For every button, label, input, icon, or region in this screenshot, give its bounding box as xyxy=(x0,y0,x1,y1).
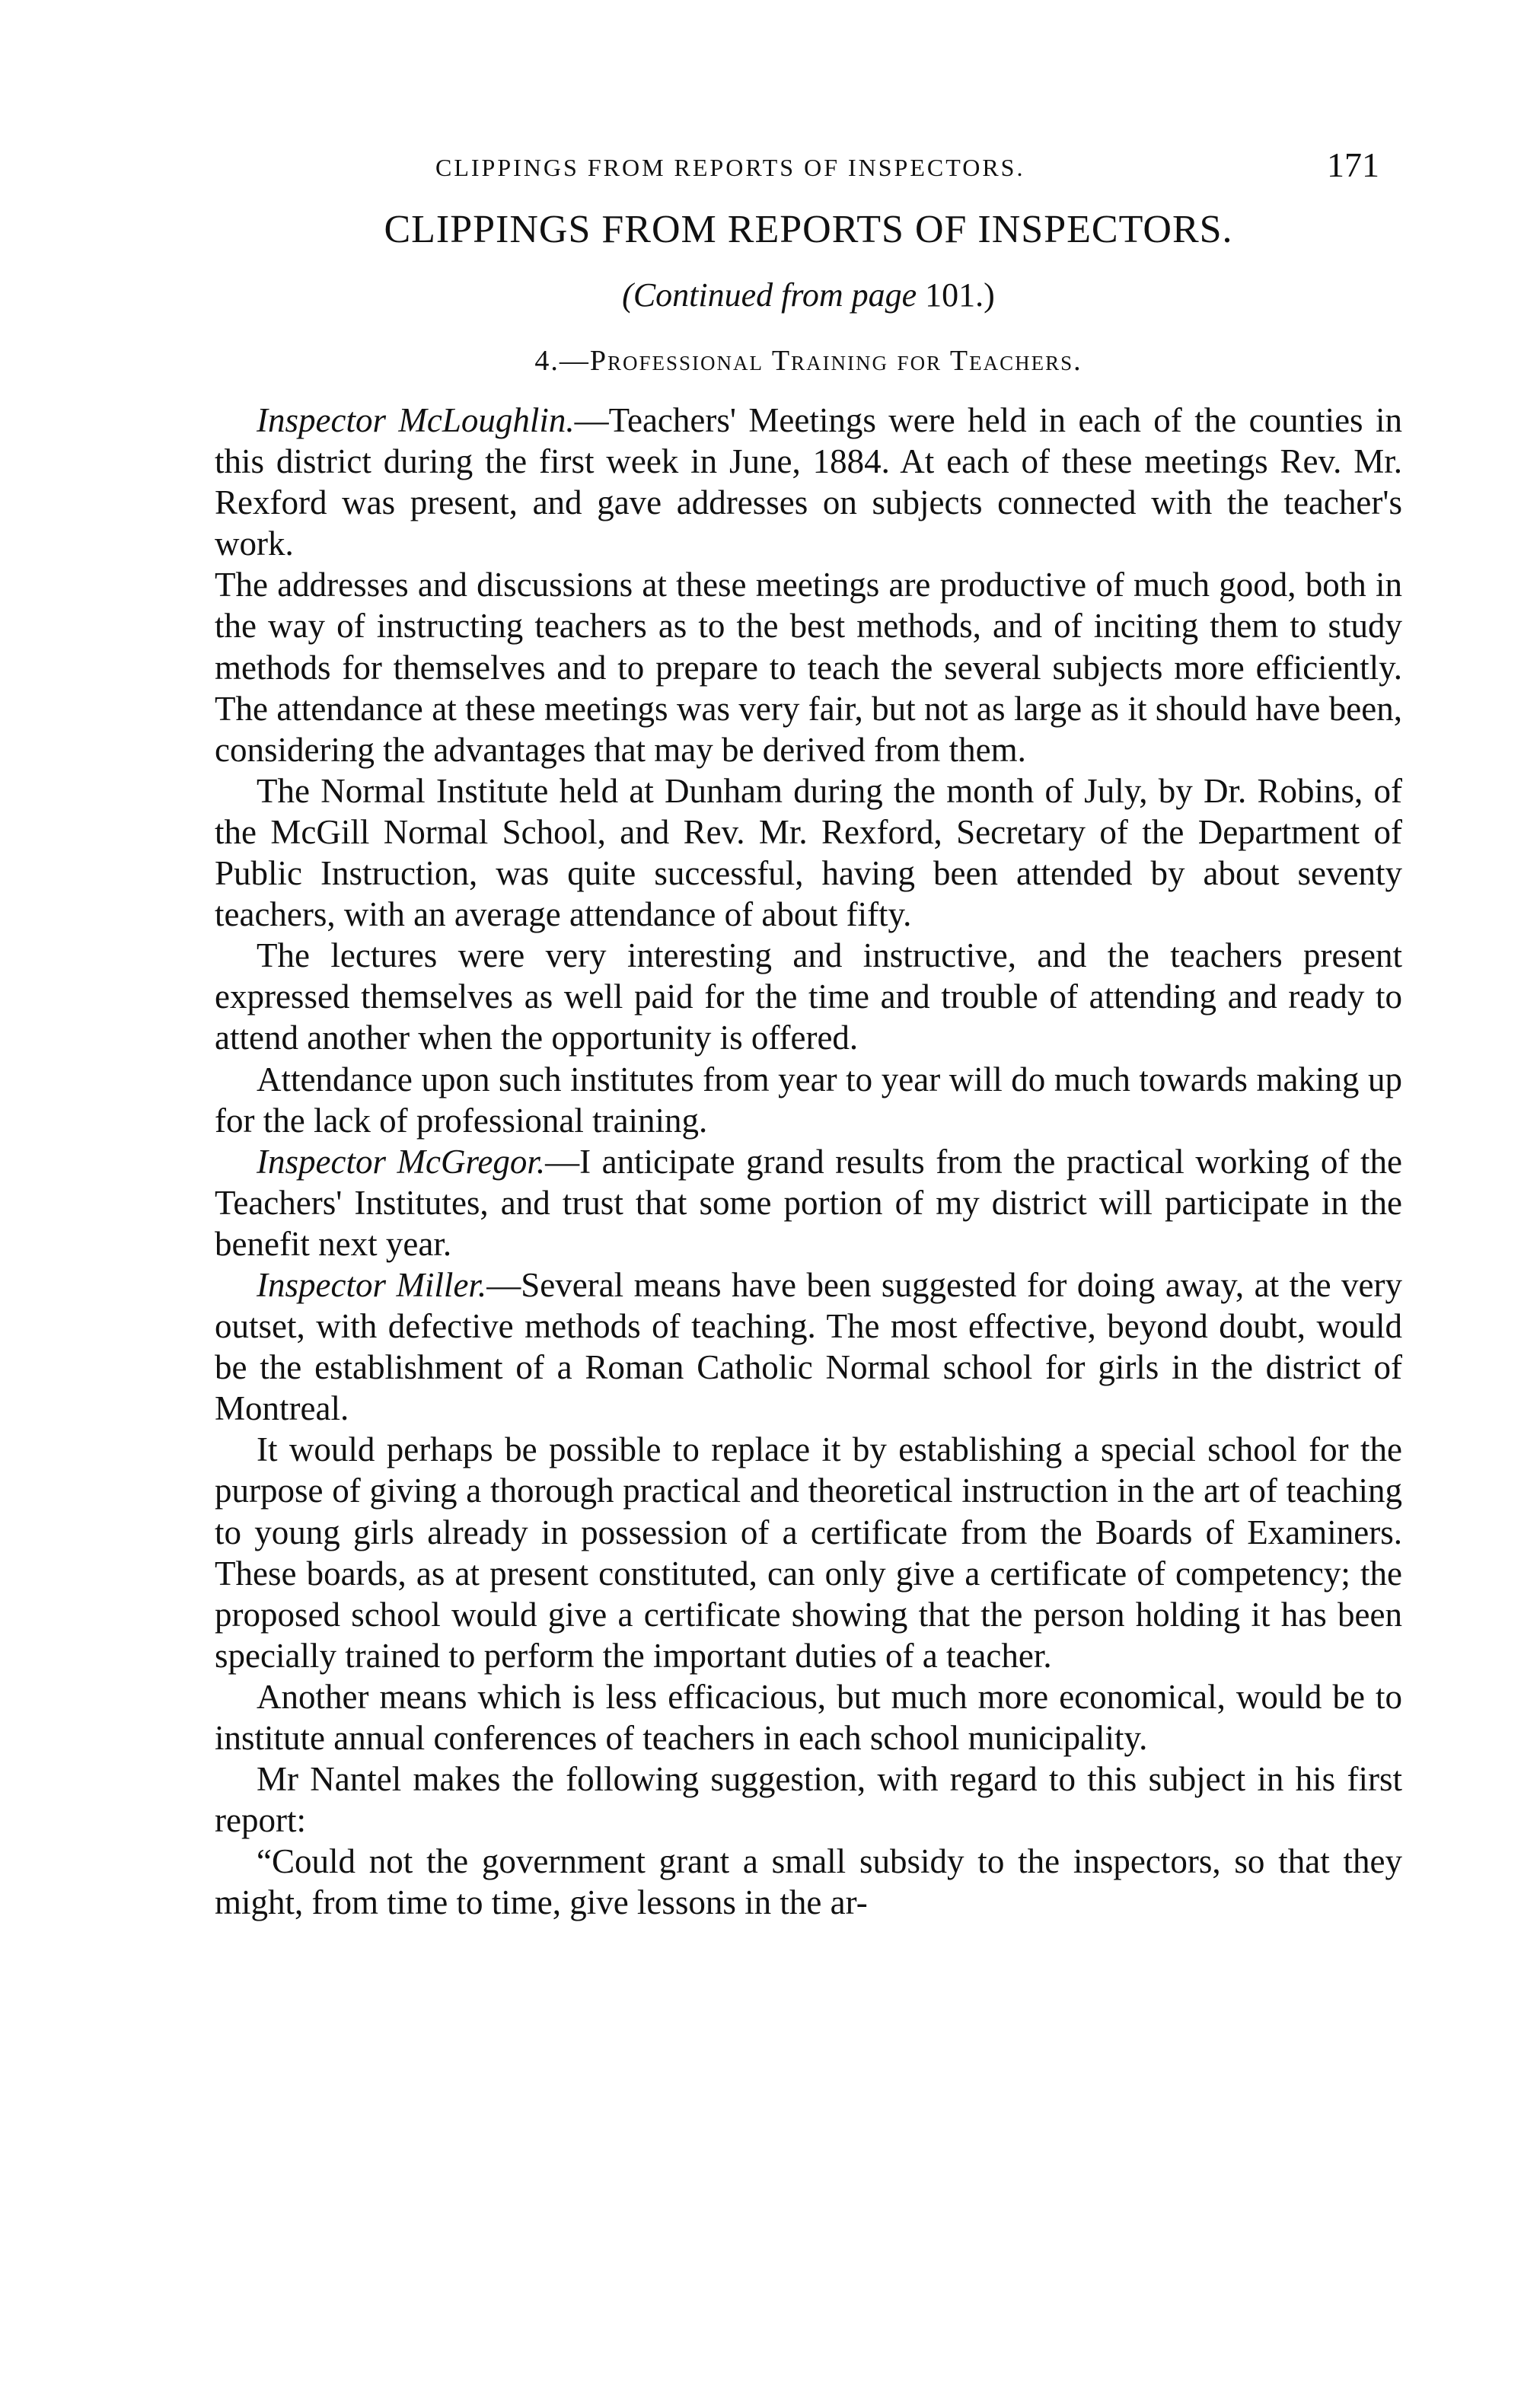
paragraph xyxy=(215,1429,1402,1676)
paragraph-text: Mr Nantel makes the following suggestion, with regard to this subject in his first report: xyxy=(215,1760,1402,1840)
continuation-page: 101 xyxy=(925,276,976,314)
inspector-name: Inspector Miller. xyxy=(257,1265,487,1304)
paragraph xyxy=(215,1141,1402,1264)
paragraph-text: The addresses and discussions at these meetings are productive of much good, both in the way of instructing teachers as to the best methods, and of inciting them to study methods for themselves and to prepare to teach the several subjects more efficiently. The attendance at these meetings was very fair, but not as large as it should have been, considering the advantages that may be derived from them. xyxy=(215,566,1402,769)
paragraph-text: —I anticipate grand results from the practical working of the Teachers' Institutes, and trust that some portion of my district will participate in the benefit next year. xyxy=(215,1142,1402,1263)
paragraph xyxy=(215,1264,1402,1429)
inspector-name: Inspector McGregor. xyxy=(257,1142,546,1181)
continuation-prefix: (Continued from page xyxy=(622,276,926,314)
continuation-suffix: .) xyxy=(975,276,995,314)
paragraph-text: Attendance upon such institutes from year to year will do much towards making up for the lack of professional training. xyxy=(215,1060,1402,1140)
paragraph xyxy=(215,564,1402,770)
paragraph-text: “Could not the government grant a small subsidy to the inspectors, so that they might, from time to time, give lessons in the ar- xyxy=(215,1842,1402,1922)
section-heading: 4.—Professional Training for Teachers. xyxy=(534,345,1082,377)
paragraph xyxy=(215,400,1402,564)
paragraph-text: —Several means have been suggested for doing away, at the very outset, with defective methods of teaching. The most effective, beyond doubt, would be the establishment of a Roman Catholic Normal school for girls in the district of Montreal. xyxy=(215,1265,1402,1428)
running-head xyxy=(215,145,1402,190)
paragraph xyxy=(215,935,1402,1058)
paragraph xyxy=(215,1676,1402,1758)
paragraph-text: The lectures were very interesting and instructive, and the teachers present expressed themselves as well paid for the time and trouble of attending and ready to attend another when the opportunity is offered. xyxy=(215,936,1402,1057)
paragraph xyxy=(215,770,1402,935)
paragraph xyxy=(215,1059,1402,1141)
page-number: 171 xyxy=(1327,145,1379,184)
article-title: CLIPPINGS FROM REPORTS OF INSPECTORS. xyxy=(384,208,1233,251)
body-text xyxy=(215,400,1402,1923)
paragraph-text: —Teachers' Meetings were held in each of the counties in this district during the first week in June, 1884. At each of these meetings Rev. Mr. Rexford was present, and gave addresses on subjects connected with the teacher's work. xyxy=(215,401,1402,563)
quoted-paragraph xyxy=(215,1841,1402,1923)
paragraph xyxy=(215,1758,1402,1841)
continuation-note xyxy=(215,276,1402,314)
paragraph-text: It would perhaps be possible to replace it by establishing a special school for the purpose of giving a thorough practical and theoretical instruction in the art of teaching to young girls already in possession of a certificate from the Boards of Examiners. These boards, as at present constituted, can only give a certificate of competency; the proposed school would give a certificate showing that the person holding it has been specially trained to perform the important duties of a teacher. xyxy=(215,1430,1402,1675)
inspector-name: Inspector McLoughlin. xyxy=(257,401,575,439)
paragraph-text: Another means which is less efficacious, but much more economical, would be to institute annual conferences of teachers in each school municipality. xyxy=(215,1677,1402,1757)
running-head-title: CLIPPINGS FROM REPORTS OF INSPECTORS. xyxy=(435,154,1025,181)
paragraph-text: The Normal Institute held at Dunham during the month of July, by Dr. Robins, of the McGill Normal School, and Rev. Mr. Rexford, Secretary of the Department of Public Instruction, was quite successful, having been attended by about seventy teachers, with an average attendance of about fifty. xyxy=(215,771,1402,934)
